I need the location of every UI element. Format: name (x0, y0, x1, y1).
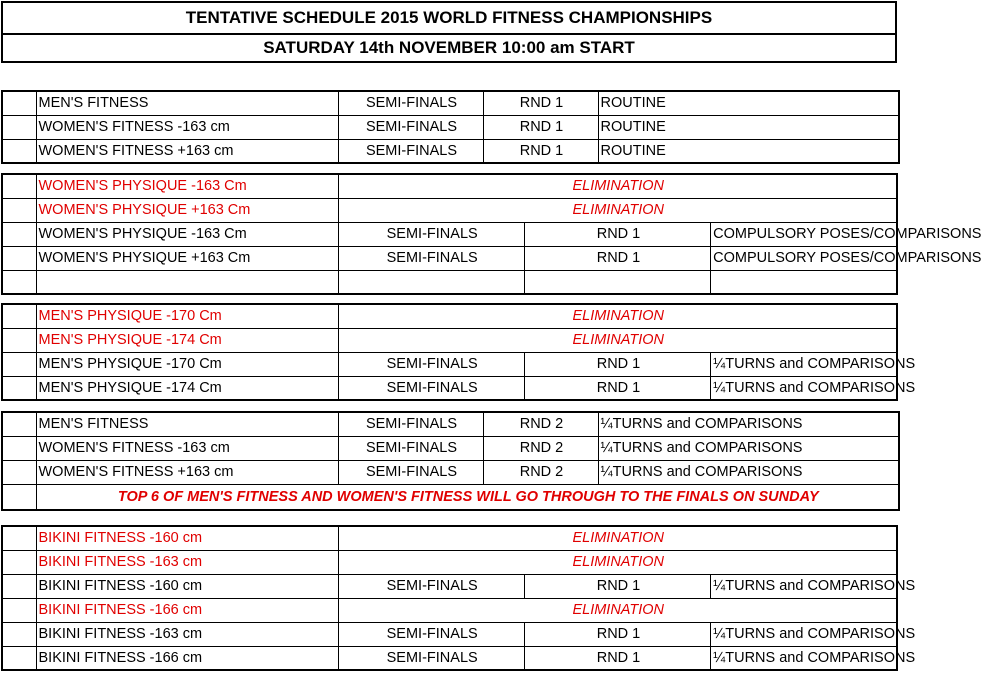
stage-label: SEMI-FINALS (338, 246, 524, 270)
schedule-row (2, 328, 897, 352)
row-index-cell (2, 91, 36, 115)
detail-label (711, 270, 897, 294)
detail-label: ¼TURNS and COMPARISONS (598, 436, 899, 460)
elimination-label: ELIMINATION (338, 174, 897, 198)
row-index-cell (2, 139, 36, 163)
stage-label: SEMI-FINALS (338, 574, 524, 598)
event-name: MEN'S FITNESS (36, 412, 338, 436)
stage-label: SEMI-FINALS (338, 412, 483, 436)
note-row (2, 484, 899, 510)
round-label: RND 1 (524, 352, 710, 376)
round-label: RND 1 (524, 622, 710, 646)
elimination-label: ELIMINATION (338, 328, 897, 352)
row-index-cell (2, 412, 36, 436)
event-name: BIKINI FITNESS -163 cm (36, 550, 338, 574)
detail-label: COMPULSORY POSES/COMPARISONS (711, 246, 897, 270)
event-name: WOMEN'S FITNESS +163 cm (36, 139, 338, 163)
event-name: BIKINI FITNESS -166 cm (36, 598, 338, 622)
event-name: BIKINI FITNESS -160 cm (36, 574, 338, 598)
schedule-row (2, 574, 897, 598)
event-name: WOMEN'S FITNESS +163 cm (36, 460, 338, 484)
detail-label: COMPULSORY POSES/COMPARISONS (711, 222, 897, 246)
round-label: RND 1 (524, 646, 710, 670)
finals-note: TOP 6 OF MEN'S FITNESS AND WOMEN'S FITNESS WILL GO THROUGH TO THE FINALS ON SUNDAY (36, 484, 899, 510)
schedule-subtitle: SATURDAY 14th NOVEMBER 10:00 am START (1, 33, 897, 63)
schedule-row (2, 174, 897, 198)
row-index-cell (2, 526, 36, 550)
event-name: MEN'S FITNESS (36, 91, 338, 115)
stage-label: SEMI-FINALS (338, 139, 483, 163)
elimination-label: ELIMINATION (338, 598, 897, 622)
stage-label: SEMI-FINALS (338, 222, 524, 246)
round-label: RND 1 (524, 246, 710, 270)
schedule-row (2, 115, 899, 139)
row-index-cell (2, 622, 36, 646)
detail-label: ¼TURNS and COMPARISONS (711, 574, 897, 598)
row-index-cell (2, 115, 36, 139)
round-label: RND 2 (483, 460, 598, 484)
schedule-row (2, 376, 897, 400)
event-name: WOMEN'S FITNESS -163 cm (36, 436, 338, 460)
event-name: WOMEN'S PHYSIQUE -163 Cm (36, 222, 338, 246)
stage-label: SEMI-FINALS (338, 646, 524, 670)
event-name: WOMEN'S PHYSIQUE +163 Cm (36, 198, 338, 222)
round-label: RND 2 (483, 412, 598, 436)
elimination-label: ELIMINATION (338, 304, 897, 328)
event-name: BIKINI FITNESS -163 cm (36, 622, 338, 646)
event-name: MEN'S PHYSIQUE -170 Cm (36, 304, 338, 328)
schedule-row (2, 598, 897, 622)
schedule-block (1, 525, 916, 671)
stage-label: SEMI-FINALS (338, 622, 524, 646)
round-label: RND 1 (483, 139, 598, 163)
row-index-cell (2, 270, 36, 294)
stage-label: SEMI-FINALS (338, 91, 483, 115)
schedule-row (2, 622, 897, 646)
round-label: RND 1 (483, 115, 598, 139)
round-label: RND 2 (483, 436, 598, 460)
event-name: WOMEN'S FITNESS -163 cm (36, 115, 338, 139)
schedule-row (2, 139, 899, 163)
detail-label: ¼TURNS and COMPARISONS (598, 412, 899, 436)
schedule-block (1, 411, 900, 511)
event-name: MEN'S PHYSIQUE -170 Cm (36, 352, 338, 376)
row-index-cell (2, 198, 36, 222)
detail-label: ROUTINE (598, 91, 899, 115)
schedule-row (2, 246, 897, 270)
schedule-row (2, 304, 897, 328)
schedule-block (1, 173, 981, 295)
schedule-block (1, 303, 916, 401)
round-label: RND 1 (524, 222, 710, 246)
schedule-row (2, 222, 897, 246)
detail-label: ROUTINE (598, 139, 899, 163)
detail-label: ¼TURNS and COMPARISONS (598, 460, 899, 484)
row-index-cell (2, 460, 36, 484)
row-index-cell (2, 376, 36, 400)
schedule-row (2, 270, 897, 294)
elimination-label: ELIMINATION (338, 198, 897, 222)
event-name (36, 270, 338, 294)
stage-label (338, 270, 524, 294)
note-spacer (2, 484, 36, 510)
schedule-title: TENTATIVE SCHEDULE 2015 WORLD FITNESS CHAMPIONSHIPS (1, 1, 897, 35)
schedule-row (2, 198, 897, 222)
stage-label: SEMI-FINALS (338, 352, 524, 376)
row-index-cell (2, 574, 36, 598)
schedule-row (2, 436, 899, 460)
row-index-cell (2, 646, 36, 670)
detail-label: ¼TURNS and COMPARISONS (711, 622, 897, 646)
round-label: RND 1 (524, 376, 710, 400)
event-name: WOMEN'S PHYSIQUE +163 Cm (36, 246, 338, 270)
round-label: RND 1 (483, 91, 598, 115)
stage-label: SEMI-FINALS (338, 460, 483, 484)
elimination-label: ELIMINATION (338, 526, 897, 550)
elimination-label: ELIMINATION (338, 550, 897, 574)
event-name: BIKINI FITNESS -166 cm (36, 646, 338, 670)
schedule-row (2, 550, 897, 574)
event-name: BIKINI FITNESS -160 cm (36, 526, 338, 550)
row-index-cell (2, 246, 36, 270)
row-index-cell (2, 352, 36, 376)
schedule-block (1, 90, 900, 164)
stage-label: SEMI-FINALS (338, 376, 524, 400)
detail-label: ¼TURNS and COMPARISONS (711, 646, 897, 670)
schedule-row (2, 91, 899, 115)
schedule-row (2, 460, 899, 484)
schedule-row (2, 526, 897, 550)
stage-label: SEMI-FINALS (338, 436, 483, 460)
row-index-cell (2, 222, 36, 246)
event-name: MEN'S PHYSIQUE -174 Cm (36, 328, 338, 352)
event-name: WOMEN'S PHYSIQUE -163 Cm (36, 174, 338, 198)
round-label (524, 270, 710, 294)
stage-label: SEMI-FINALS (338, 115, 483, 139)
detail-label: ¼TURNS and COMPARISONS (711, 352, 897, 376)
schedule-row (2, 412, 899, 436)
schedule-row (2, 352, 897, 376)
row-index-cell (2, 436, 36, 460)
row-index-cell (2, 304, 36, 328)
schedule-row (2, 646, 897, 670)
detail-label: ROUTINE (598, 115, 899, 139)
round-label: RND 1 (524, 574, 710, 598)
row-index-cell (2, 174, 36, 198)
row-index-cell (2, 550, 36, 574)
row-index-cell (2, 328, 36, 352)
detail-label: ¼TURNS and COMPARISONS (711, 376, 897, 400)
row-index-cell (2, 598, 36, 622)
event-name: MEN'S PHYSIQUE -174 Cm (36, 376, 338, 400)
